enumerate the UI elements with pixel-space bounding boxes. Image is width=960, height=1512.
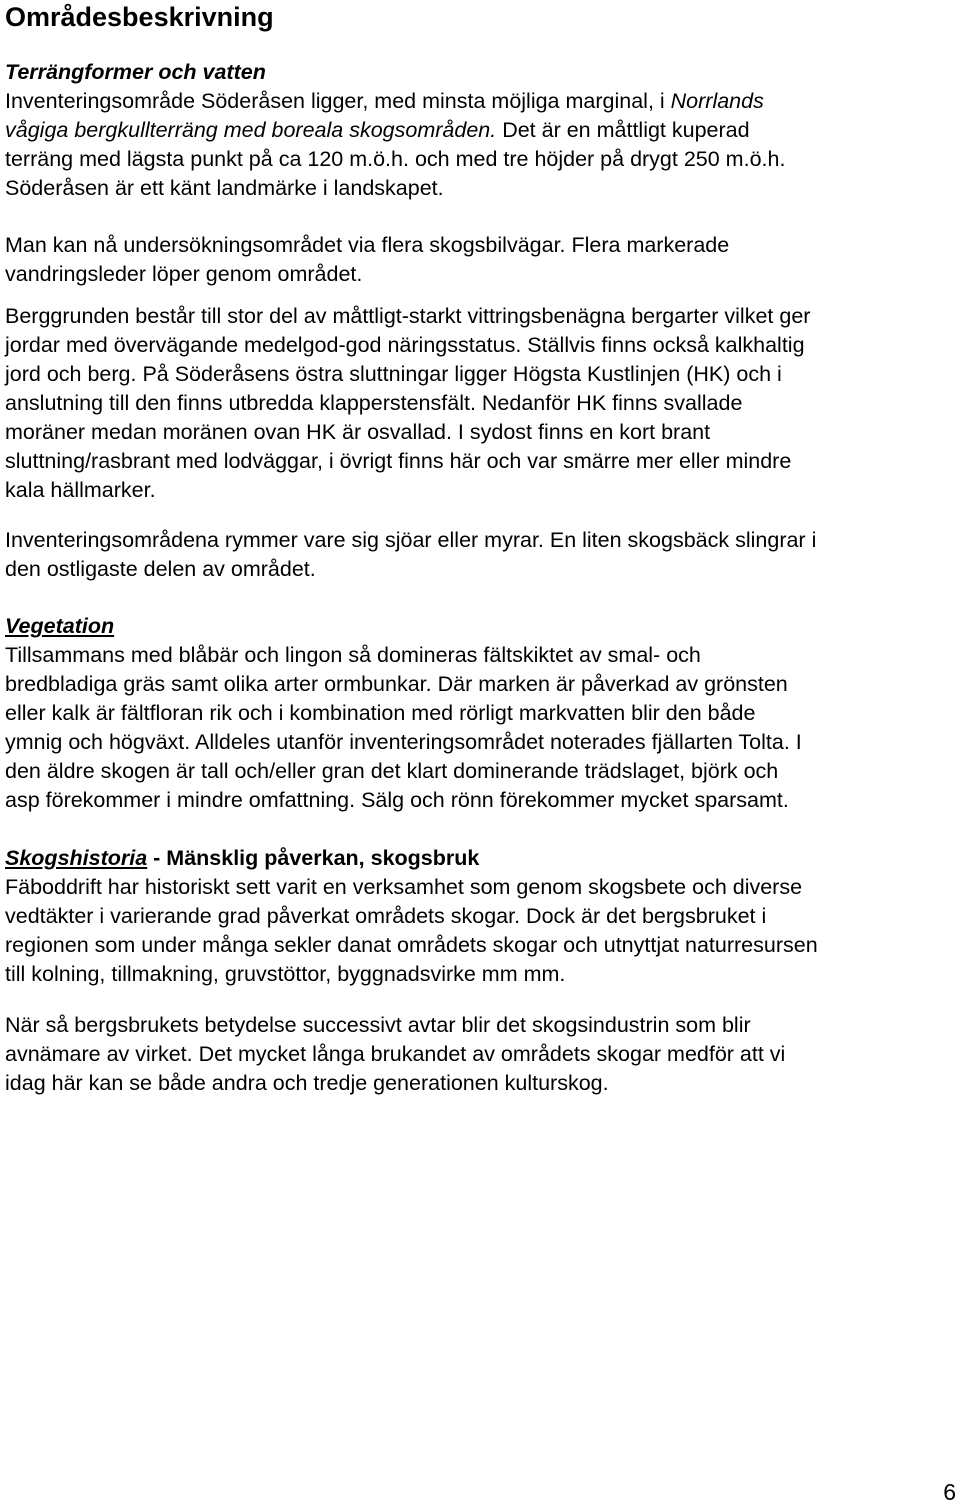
paragraph-line: ymnig och högväxt. Alldeles utanför inventeringsområdet noterades fjällarten Tolta. I xyxy=(5,730,802,754)
paragraph-line: Fäboddrift har historiskt sett varit en verksamhet som genom skogsbete och diverse xyxy=(5,875,803,899)
page-title: Områdesbeskrivning xyxy=(5,2,274,32)
paragraph-line: Tillsammans med blåbär och lingon så domineras fältskiktet av smal- och xyxy=(5,643,701,667)
paragraph-line: jord och berg. På Söderåsens östra sluttningar ligger Högsta Kustlinjen (HK) och i xyxy=(5,362,782,386)
paragraph-line: moräner medan moränen ovan HK är osvallad. I sydost finns en kort brant xyxy=(5,420,711,444)
section-vegetation xyxy=(5,612,957,815)
paragraph-line: regionen som under många sekler danat områdets skogar och utnyttjat naturresursen xyxy=(5,933,818,957)
paragraph-line: bredbladiga gräs samt olika arter ormbunkar. Där marken är påverkad av grönsten xyxy=(5,672,788,696)
paragraph-line: jordar med övervägande medelgod-god näringsstatus. Ställvis finns också kalkhaltig xyxy=(5,333,805,357)
page-number: 6 xyxy=(943,1479,956,1505)
paragraph-line: Inventeringsområde Söderåsen ligger, med minsta möjliga marginal, i Norrlands xyxy=(5,89,764,113)
section-terrain xyxy=(5,58,957,203)
paragraph-line: vågiga bergkullterräng med boreala skogsområden. Det är en måttligt kuperad xyxy=(5,118,750,142)
paragraph-line: eller kalk är fältfloran rik och i kombination med rörligt markvatten blir den både xyxy=(5,701,756,725)
section-heading-vegetation: Vegetation xyxy=(5,614,115,638)
paragraph-line: vandringsleder löper genom området. xyxy=(5,262,363,286)
paragraph-line: asp förekommer i mindre omfattning. Sälg och rönn förekommer mycket sparsamt. xyxy=(5,788,789,812)
paragraph-line: till kolning, tillmakning, gruvstöttor, byggnadsvirke mm mm. xyxy=(5,962,566,986)
paragraph-line: Inventeringsområdena rymmer vare sig sjöar eller myrar. En liten skogsbäck slingrar i xyxy=(5,528,817,552)
section-heading-terrain: Terrängformer och vatten xyxy=(5,60,266,84)
paragraph-line: idag här kan se både andra och tredje generationen kulturskog. xyxy=(5,1071,609,1095)
paragraph-line: den äldre skogen är tall och/eller gran det klart dominerande trädslaget, björk och xyxy=(5,759,779,783)
section-forest-history xyxy=(5,844,957,989)
paragraph-bedrock xyxy=(5,302,957,505)
paragraph-line: kala hällmarker. xyxy=(5,478,156,502)
paragraph-line: den ostligaste delen av området. xyxy=(5,557,316,581)
paragraph-line: vedtäkter i varierande grad påverkat områdets skogar. Dock är det bergsbruket i xyxy=(5,904,767,928)
paragraph-access xyxy=(5,231,957,289)
paragraph-line: Söderåsen är ett känt landmärke i landskapet. xyxy=(5,176,444,200)
paragraph-line: Berggrunden består till stor del av måttligt-starkt vittringsbenägna bergarter vilket ger xyxy=(5,304,811,328)
paragraph-forest-industry xyxy=(5,1011,957,1098)
paragraph-line: Man kan nå undersökningsområdet via flera skogsbilvägar. Flera markerade xyxy=(5,233,730,257)
section-heading-forest-history: Skogshistoria - Mänsklig påverkan, skogsbruk xyxy=(5,846,480,870)
paragraph-line: När så bergsbrukets betydelse successivt avtar blir det skogsindustrin som blir xyxy=(5,1013,751,1037)
paragraph-water xyxy=(5,526,957,584)
paragraph-line: sluttning/rasbrant med lodväggar, i övrigt finns här och var smärre mer eller mindre xyxy=(5,449,792,473)
paragraph-line: anslutning till den finns utbredda klapperstensfält. Nedanför HK finns svallade xyxy=(5,391,743,415)
emphasis-text: vågiga bergkullterräng med boreala skogsområden. xyxy=(5,118,497,142)
emphasis-text: Norrlands xyxy=(670,89,764,113)
paragraph-line: terräng med lägsta punkt på ca 120 m.ö.h. och med tre höjder på drygt 250 m.ö.h. xyxy=(5,147,786,171)
paragraph-line: avnämare av virket. Det mycket långa brukandet av områdets skogar medför att vi xyxy=(5,1042,786,1066)
